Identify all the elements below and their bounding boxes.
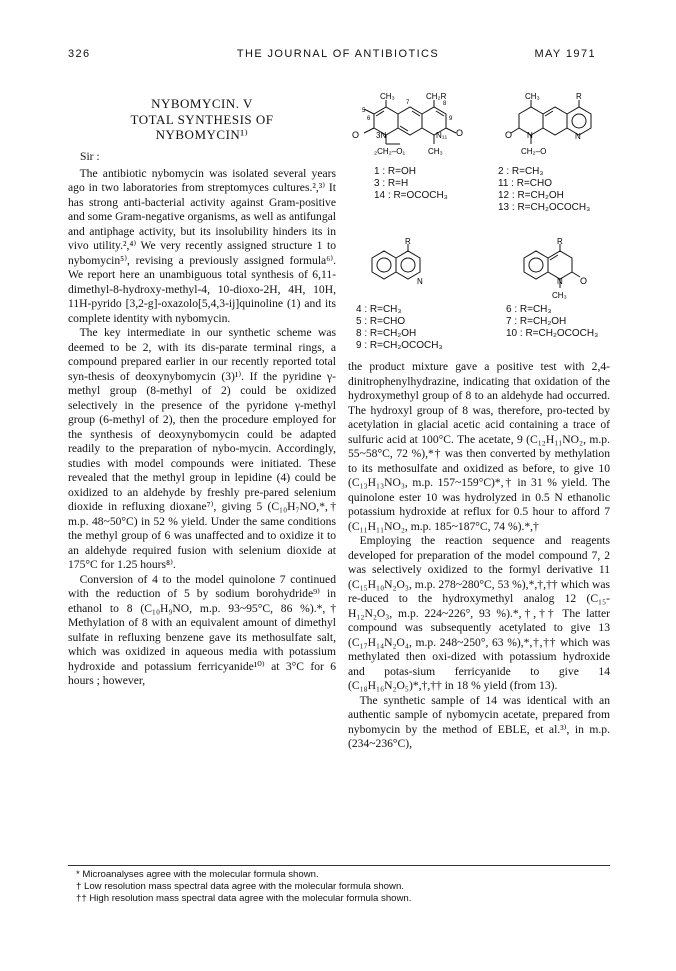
- compound-14: 14 : R=OCOCH₃: [374, 190, 448, 201]
- title-line-3: NYBOMYCIN¹⁾: [155, 127, 249, 142]
- s4-n-label: N: [557, 277, 563, 286]
- s1-pos9: 9: [449, 116, 453, 122]
- left-paragraph-1: The antibiotic nybomycin was isolated several years ago in two laboratories from streptomyces cultures.²,³⁾ It has strong anti-bacterial activity against Gram-positive and some Gram-negative organisms, as well as antifungal and antiphage activity, but its insolubility hinders its in vivo utility.²,⁴⁾ We very recently assigned structure 1 to nybomycin⁵⁾, revising a previously assigned formula⁶⁾. We report here an unambiguous total synthesis of 6,11-dimethyl-8-hydroxy-methyl-4, 10-dioxo-2H, 4H, 10H, 11H-pyrido [3,2-g]-oxazolo[5,4,3-ij]quinoline (1) and its complete identity with nybomycin.: [68, 166, 336, 325]
- s1-n3-label: 3N: [376, 131, 387, 140]
- running-header: [0, 48, 676, 68]
- right-paragraph-1: the product mixture gave a positive test with 2,4-dinitrophenylhydrazine, indicating that oxidation of the hydroxymethyl group of 8 to an aldehyde had occurred. The hydroxyl group of 8 was, therefore, pro-tected by acetylation in glacial acetic acid containing a trace of sulfuric acid at 100°C. The acetate, 9 (C₁₂H₁₁NO₂, m.p. 55~58°C, 72 %),*† was then converted by methylation to its methosulfate and oxidized as before, to give 10 (C₁₃H₁₃NO₃, m.p. 157~159°C)*,† in 31 % yield. The quinolone ester 10 was hydrolyzed in 0.5 N ethanolic potassium hydroxide at reflux for 0.5 hour to afford 7 (C₁₁H₁₁NO₂, m.p. 185~187°C, 74 %).*,†: [348, 360, 610, 533]
- s1-nch3-label: CH₃: [428, 147, 443, 156]
- compound-list-b: [498, 166, 590, 214]
- compound-2: 2 : R=CH₃: [498, 166, 544, 177]
- compound-3: 3 : R=H: [374, 178, 409, 189]
- s4-ch3-label: CH₃: [552, 291, 567, 300]
- right-paragraph-2: Employing the reaction sequence and reagents developed for preparation of the model compound 7, 2 was selectively oxidized to the formyl derivative 11 (C₁₅H₁₀N₂O₃, m.p. 278~280°C, 53 %),*,†,†† which was re-duced to the hydroxymethyl analog 12 (C₁₅-H₁₂N₂O₃, m.p. 224~226°, 93 %).*,†,†† The latter compound was subsequently acetylated to give 13 (C₁₇H₁₄N₂O₄, m.p. 248~250°, 63 %),*,†,†† which was methylated then oxi-dized with potassium hydroxide and potas-sium ferricyanide to give 14 (C₁₈H₁₆N₂O₅)*,†,†† in 18 % yield (from 13).: [348, 534, 610, 692]
- right-paragraph-3: The synthetic sample of 14 was identical with an authentic sample of nybomycin acetate, prepared from nybomycin by the method of EBLE, et al.³⁾, in m.p. (234~236°C),: [348, 693, 610, 750]
- s2-r-label: R: [576, 92, 582, 101]
- compound-5: 5 : R=CHO: [356, 316, 406, 327]
- s1-o2-label: O: [456, 128, 464, 138]
- compound-13: 13 : R=CH₂OCOCH₃: [498, 202, 591, 213]
- s1-o-label: O: [352, 130, 360, 140]
- s1-ch2r-label: CH₂R: [426, 92, 447, 101]
- compound-list-c: [356, 304, 443, 352]
- s2-ch3-label: CH₃: [525, 92, 540, 101]
- body-left-column: [68, 150, 336, 689]
- compound-1: 1 : R=OH: [374, 166, 416, 177]
- left-paragraph-3: Conversion of 4 to the model quinolone 7 continued with the reduction of 5 by sodium borohydride⁹⁾ in ethanol to 8 (C₁₀H₉NO, m.p. 93~95°C, 86 %).*,† Methylation of 8 with an equivalent amount of dimethyl sulfate in refluxing benzene gave its methosulfate salt, which was oxidized in aqueous media with potassium hydroxide and potassium ferricyanide¹⁰⁾ at 3°C for 6 hours ; however,: [68, 572, 336, 687]
- s3-r-label: R: [405, 238, 411, 246]
- footnotes: [76, 869, 616, 905]
- article-title: [68, 96, 336, 143]
- compound-7: 7 : R=CH₂OH: [506, 316, 567, 327]
- body-right-column: [348, 360, 610, 752]
- s2-n2-label: N: [575, 132, 581, 141]
- compound-10: 10 : R=CH₂OCOCH₃: [506, 328, 599, 339]
- journal-name: THE JOURNAL OF ANTIBIOTICS: [236, 48, 440, 60]
- s2-o-label: O: [505, 130, 513, 140]
- compound-4: 4 : R=CH₃: [356, 304, 402, 315]
- structure-nybomycin-scaffold: [350, 92, 500, 164]
- compound-11: 11 : R=CHO: [498, 178, 552, 189]
- page-number: 326: [68, 48, 91, 60]
- salutation: Sir :: [80, 150, 100, 163]
- compound-12: 12 : R=CH₂OH: [498, 190, 564, 201]
- s1-pos7: 7: [406, 100, 410, 106]
- s2-n-label: N: [527, 131, 533, 140]
- s4-o-label: O: [580, 276, 588, 286]
- title-line-1: NYBOMYCIN. V: [151, 96, 253, 111]
- footnote-double-dagger: †† High resolution mass spectral data agree with the molecular formula shown.: [76, 893, 412, 904]
- compound-8: 8 : R=CH₂OH: [356, 328, 417, 339]
- compound-list-a: [374, 166, 448, 202]
- s1-pos8: 8: [443, 101, 447, 107]
- issue-date: MAY 1971: [534, 48, 596, 60]
- structure-quinolone: [514, 238, 594, 308]
- title-line-2: TOTAL SYNTHESIS OF: [130, 111, 274, 127]
- s2-ch2o-label: CH₂–O: [521, 147, 547, 156]
- compound-list-d: [506, 304, 598, 340]
- s1-ch2o-label: ₂CH₂–O₁: [374, 147, 406, 156]
- footnote-dagger: † Low resolution mass spectral data agree with the molecular formula shown.: [76, 881, 404, 892]
- s1-pos5: 5: [362, 108, 366, 114]
- footnote-rule: [68, 865, 610, 866]
- s1-ch3-label: CH₃: [380, 92, 395, 101]
- s4-r-label: R: [557, 238, 563, 246]
- left-paragraph-2: The key intermediate in our synthetic scheme was deemed to be 2, with its dis-parate terminal rings, a compound prepared earlier in our recently reported total syn-thesis of deoxynybomycin (3)¹⁾. If the pyridine γ-methyl group (8-methyl of 2) could be oxidized selectively in the presence of the pyridone γ-methyl group (6-methyl of 2), then the procedure employed for the synthesis of deoxynybomycin could be adapted readily to the preparation of nybo-mycin. Accordingly, studies with model compounds were initiated. These revealed that the methyl group in lepidine (4) could be oxidized to an aldehyde by freshly pre-pared selenium dioxide in refluxing dioxane⁷⁾, giving 5 (C₁₀H₇NO,*,† m.p. 48~50°C) in 52 % yield. Under the same conditions the methyl group of 6 was unaffected and to oxidize it to an aldehyde required fusion with selenium dioxide at 175°C for 1.25 hours⁸⁾.: [68, 326, 336, 571]
- s1-n11-label: N₁₁: [436, 131, 448, 140]
- footnote-asterisk: * Microanalyses agree with the molecular formula shown.: [76, 869, 319, 880]
- compound-6: 6 : R=CH₃: [506, 304, 552, 315]
- s1-pos6: 6: [367, 116, 371, 122]
- s3-n-label: N: [417, 277, 423, 286]
- compound-9: 9 : R=CH₂OCOCH₃: [356, 340, 443, 351]
- structure-intermediate-2: [505, 92, 615, 164]
- structure-quinoline: [362, 238, 442, 294]
